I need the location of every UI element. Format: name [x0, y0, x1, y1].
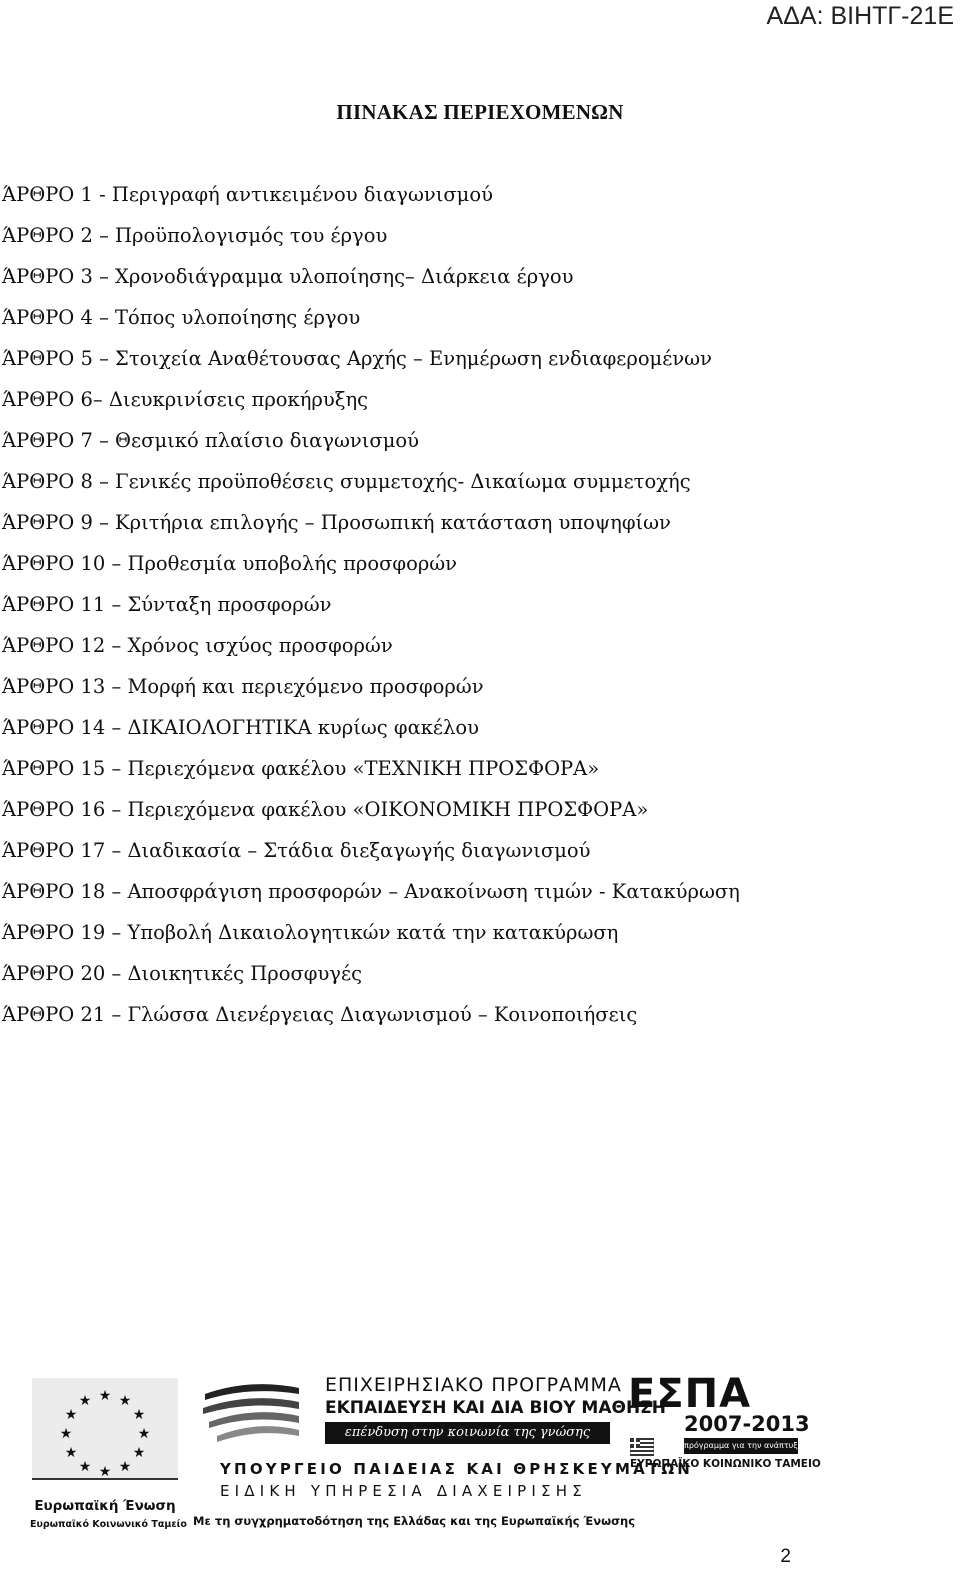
- espa-slogan: πρόγραμμα για την ανάπτυξη: [684, 1438, 798, 1454]
- page-number: 2: [780, 1546, 791, 1567]
- svg-text:★: ★: [137, 1426, 151, 1442]
- page-title: ΠΙΝΑΚΑΣ ΠΕΡΙΕΧΟΜΕΝΩΝ: [336, 100, 624, 124]
- toc-item: ΆΡΘΡΟ 8 – Γενικές προϋποθέσεις συμμετοχής- Δικαίωμα συμμετοχής: [2, 470, 691, 493]
- toc-item: ΆΡΘΡΟ 5 – Στοιχεία Αναθέτουσας Αρχής – Ενημέρωση ενδιαφερομένων: [2, 347, 712, 370]
- svg-text:★: ★: [64, 1445, 78, 1461]
- toc-item: ΆΡΘΡΟ 10 – Προθεσμία υποβολής προσφορών: [2, 552, 458, 575]
- toc-item: ΆΡΘΡΟ 9 – Κριτήρια επιλογής – Προσωπική κατάσταση υποψηφίων: [2, 511, 671, 534]
- toc-item: ΆΡΘΡΟ 4 – Τόπος υλοποίησης έργου: [2, 306, 361, 329]
- espa-fund-name: ΕΥΡΩΠΑΪΚΟ ΚΟΙΝΩΝΙΚΟ ΤΑΜΕΙΟ: [630, 1458, 821, 1470]
- program-swoosh-icon: [195, 1376, 305, 1446]
- eu-sublabel: Ευρωπαϊκό Κοινωνικό Ταμείο: [30, 1519, 187, 1530]
- espa-title: ΕΣΠΑ: [628, 1371, 752, 1417]
- svg-text:★: ★: [132, 1407, 146, 1423]
- toc-item: ΆΡΘΡΟ 12 – Χρόνος ισχύος προσφορών: [2, 634, 393, 657]
- svg-text:★: ★: [132, 1445, 146, 1461]
- espa-years: 2007-2013: [684, 1412, 810, 1436]
- eu-flag-icon: [32, 1378, 178, 1480]
- table-of-contents: [2, 180, 740, 1041]
- espa-logo: [628, 1371, 810, 1472]
- toc-item: ΆΡΘΡΟ 20 – Διοικητικές Προσφυγές: [2, 962, 362, 985]
- program-slogan: επένδυση στην κοινωνία της γνώσης: [325, 1422, 610, 1444]
- toc-item: ΆΡΘΡΟ 13 – Μορφή και περιεχόμενο προσφορών: [2, 675, 484, 698]
- svg-text:★: ★: [78, 1459, 92, 1475]
- svg-text:★: ★: [98, 1464, 112, 1480]
- toc-item: ΆΡΘΡΟ 7 – Θεσμικό πλαίσιο διαγωνισμού: [2, 429, 419, 452]
- toc-item: ΆΡΘΡΟ 17 – Διαδικασία – Στάδια διεξαγωγής διαγωνισμού: [2, 839, 591, 862]
- toc-item: ΆΡΘΡΟ 15 – Περιεχόμενα φακέλου «ΤΕΧΝΙΚΗ ΠΡΟΣΦΟΡΑ»: [2, 757, 600, 780]
- svg-text:★: ★: [59, 1426, 73, 1442]
- funding-footer: [0, 1364, 960, 1544]
- toc-item: ΆΡΘΡΟ 14 – ΔΙΚΑΙΟΛΟΓΗΤΙΚΑ κυρίως φακέλου: [2, 716, 479, 739]
- toc-item: ΆΡΘΡΟ 19 – Υποβολή Δικαιολογητικών κατά την κατακύρωση: [2, 921, 619, 944]
- svg-text:★: ★: [98, 1388, 112, 1404]
- toc-item: ΆΡΘΡΟ 18 – Αποσφράγιση προσφορών – Ανακοίνωση τιμών - Κατακύρωση: [2, 880, 740, 903]
- program-subtitle: ΕΚΠΑΙΔΕΥΣΗ ΚΑΙ ΔΙΑ ΒΙΟΥ ΜΑΘΗΣΗ: [325, 1398, 667, 1418]
- svg-text:★: ★: [64, 1407, 78, 1423]
- greek-flag-icon: [630, 1438, 654, 1456]
- cofunding-note: Με τη συγχρηματοδότηση της Ελλάδας και της Ευρωπαϊκής Ένωσης: [193, 1514, 636, 1528]
- toc-item: ΆΡΘΡΟ 3 – Χρονοδιάγραμμα υλοποίησης– Διάρκεια έργου: [2, 265, 574, 288]
- managing-authority: ΕΙΔΙΚΗ ΥΠΗΡΕΣΙΑ ΔΙΑΧΕΙΡΙΣΗΣ: [220, 1482, 587, 1500]
- svg-text:★: ★: [78, 1393, 92, 1409]
- program-title: ΕΠΙΧΕΙΡΗΣΙΑΚΟ ΠΡΟΓΡΑΜΜΑ: [325, 1374, 622, 1396]
- svg-text:★: ★: [118, 1459, 132, 1475]
- eu-logo: [30, 1378, 187, 1530]
- toc-item: ΆΡΘΡΟ 2 – Προϋπολογισμός του έργου: [2, 224, 388, 247]
- ministry-name: ΥΠΟΥΡΓΕΙΟ ΠΑΙΔΕΙΑΣ ΚΑΙ ΘΡΗΣΚΕΥΜΑΤΩΝ: [220, 1460, 694, 1478]
- eu-label: Ευρωπαϊκή Ένωση: [34, 1498, 176, 1514]
- toc-item: ΆΡΘΡΟ 21 – Γλώσσα Διενέργειας Διαγωνισμού – Κοινοποιήσεις: [2, 1003, 638, 1026]
- toc-item: ΆΡΘΡΟ 16 – Περιεχόμενα φακέλου «ΟΙΚΟΝΟΜΙΚΗ ΠΡΟΣΦΟΡΑ»: [2, 798, 649, 821]
- toc-item: ΆΡΘΡΟ 11 – Σύνταξη προσφορών: [2, 593, 332, 616]
- toc-item: ΆΡΘΡΟ 6– Διευκρινίσεις προκήρυξης: [2, 388, 369, 411]
- toc-item: ΆΡΘΡΟ 1 - Περιγραφή αντικειμένου διαγωνισμού: [2, 183, 493, 206]
- ada-code: ΑΔΑ: ΒΙΗΤΓ-21Ε: [766, 2, 954, 30]
- svg-text:★: ★: [118, 1393, 132, 1409]
